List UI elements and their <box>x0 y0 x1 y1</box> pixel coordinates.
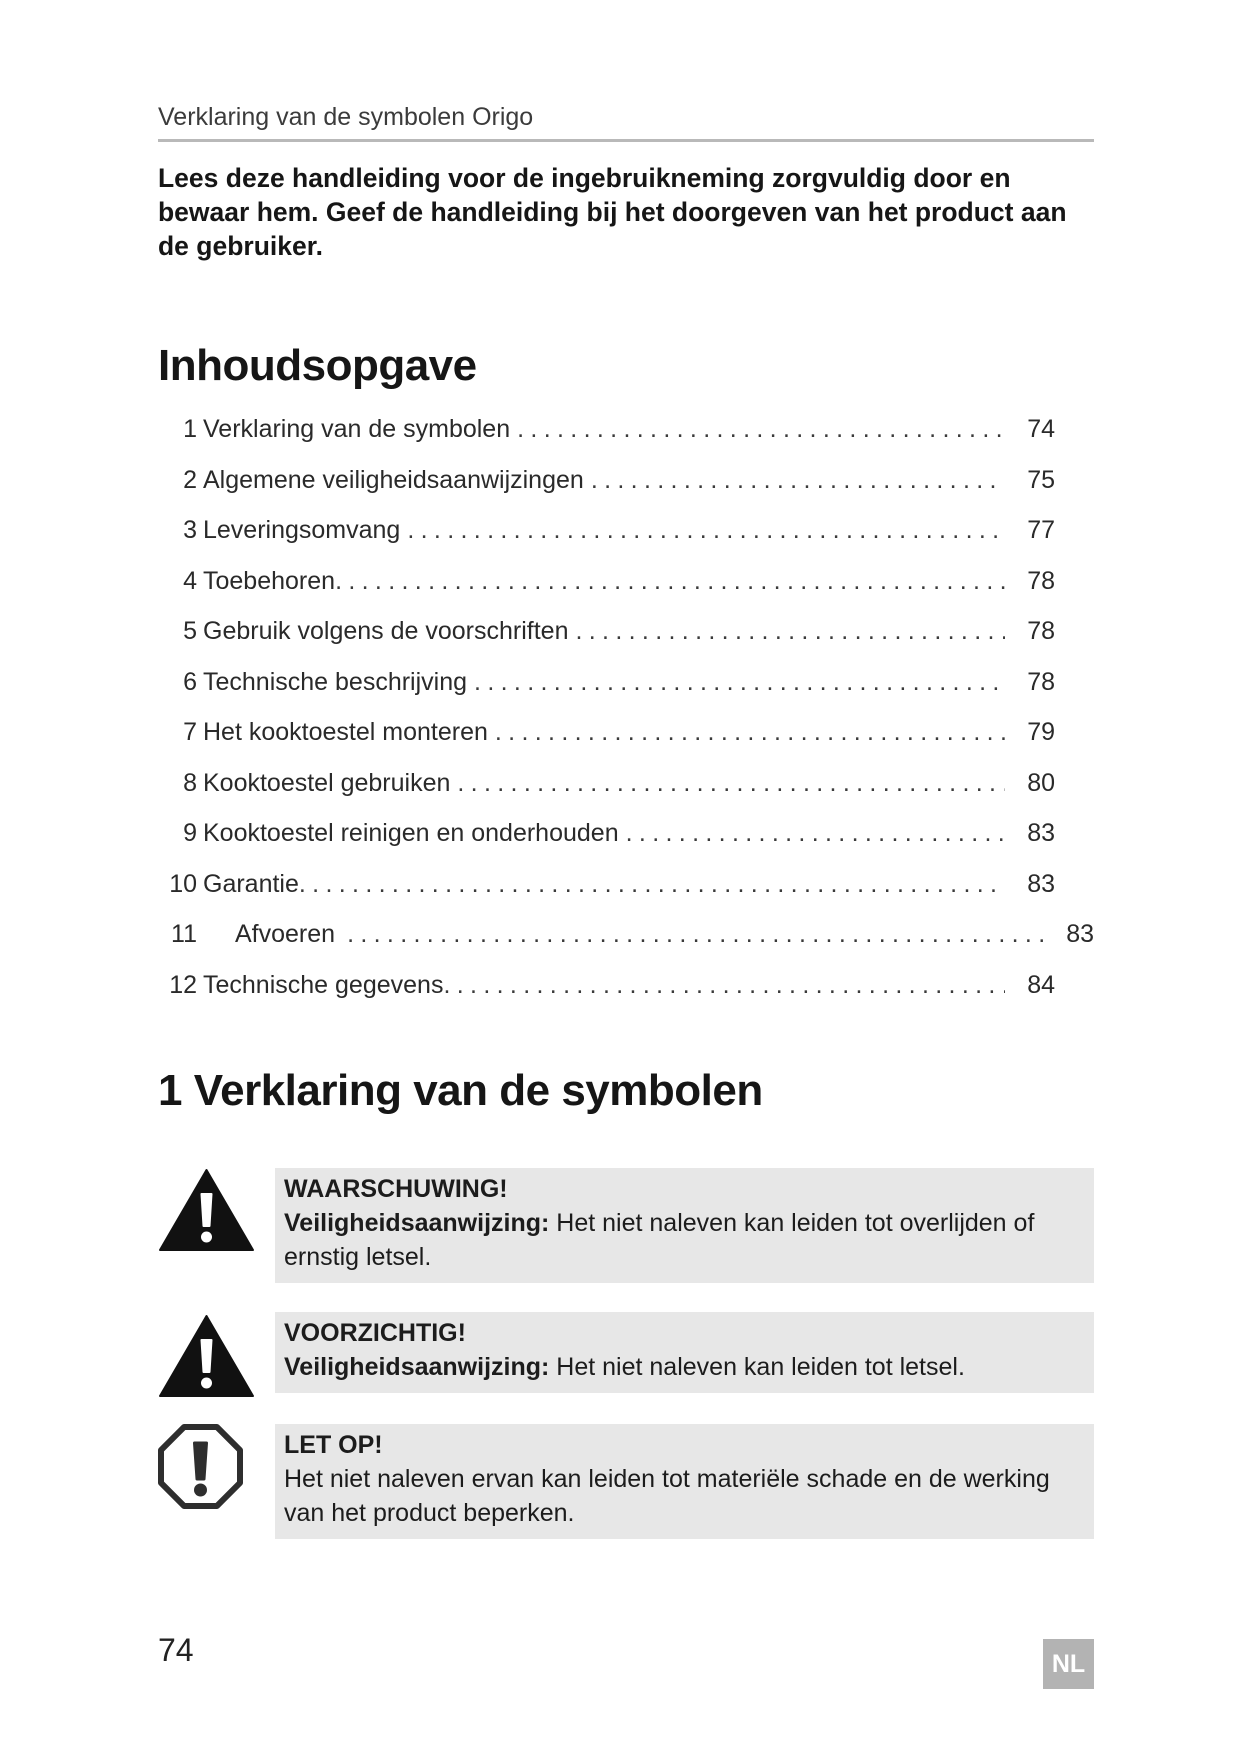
notice-octagon-icon <box>158 1424 243 1509</box>
toc-entry-number: 5 <box>183 617 197 645</box>
notice-text <box>284 1350 1074 1384</box>
toc-entry-title: Het kooktoestel monteren <box>203 718 488 746</box>
toc-dot-leader <box>443 960 1005 1011</box>
toc-entry-number: 2 <box>183 465 197 494</box>
warning-triangle-icon <box>158 1314 255 1398</box>
toc-entry-page: 79 <box>1027 718 1055 746</box>
intro-line: Lees deze handleiding voor de ingebruikneming zorgvuldig door en <box>158 163 1011 193</box>
warning-triangle-icon <box>158 1168 255 1252</box>
toc-entry-number: 7 <box>183 718 197 746</box>
toc-dot-leader <box>517 404 1005 455</box>
toc-heading: Inhoudsopgave <box>158 341 477 390</box>
toc-entry <box>150 455 1055 506</box>
toc-dot-leader <box>407 505 1005 556</box>
toc-dot-leader <box>591 455 1005 506</box>
toc-entry-page: 78 <box>1027 667 1055 696</box>
toc-entry <box>150 808 1055 859</box>
toc-entry <box>150 404 1055 455</box>
toc-dot-leader <box>575 606 1005 657</box>
toc-entry-number: 1 <box>183 415 197 443</box>
header-rule <box>158 139 1094 142</box>
notice-text <box>284 1462 1074 1530</box>
intro-line: de gebruiker. <box>158 231 323 261</box>
toc-entry-page: 74 <box>1027 415 1055 443</box>
toc-entry <box>150 758 1055 809</box>
notice-text <box>284 1206 1074 1274</box>
toc-entry-page: 78 <box>1027 566 1055 595</box>
notice-label: WAARSCHUWING! <box>284 1175 508 1203</box>
toc-entry <box>150 505 1055 556</box>
toc-entry-title: Toebehoren <box>203 566 336 595</box>
notice-octagon-icon <box>158 1424 243 1509</box>
intro-line: bewaar hem. Geef de handleiding bij het doorgeven van het product aan <box>158 197 1067 227</box>
notice-body: Het niet naleven kan leiden tot overlijden of ernstig letsel. <box>284 1209 1035 1271</box>
toc-entry-number: 12 <box>169 970 197 999</box>
toc-entry <box>150 556 1055 607</box>
warning-triangle-icon <box>158 1168 255 1252</box>
toc-dot-leader <box>474 657 1005 708</box>
notice-label: VOORZICHTIG! <box>284 1319 466 1347</box>
toc-entry-title: Kooktoestel reinigen en onderhouden <box>203 819 619 847</box>
notice-body: Het niet naleven kan leiden tot letsel. <box>556 1353 965 1381</box>
toc-entry-number: 8 <box>183 768 197 797</box>
notice-box <box>275 1312 1094 1393</box>
toc-entry-page: 80 <box>1027 768 1055 797</box>
toc-entry-page: 78 <box>1027 617 1055 645</box>
running-header-title: Verklaring van de symbolen Origo <box>158 103 534 131</box>
toc-entry-page: 84 <box>1027 970 1055 999</box>
toc-entry-number: 3 <box>183 516 197 544</box>
toc-entry-number: 4 <box>183 566 197 595</box>
toc-dot-leader <box>495 707 1005 758</box>
toc-entry-title: Kooktoestel gebruiken <box>203 768 451 797</box>
toc-dot-leader <box>335 556 1005 607</box>
toc-entry-title: Garantie <box>203 869 299 898</box>
section-heading: 1 Verklaring van de symbolen <box>158 1066 763 1115</box>
toc-entry-page: 75 <box>1027 465 1055 494</box>
page-number: 74 <box>158 1632 194 1668</box>
toc-entry-title: Technische gegevens <box>203 970 444 999</box>
warning-triangle-icon <box>158 1314 255 1398</box>
toc-entry <box>150 657 1055 708</box>
toc-entry <box>150 606 1055 657</box>
toc-dot-leader <box>626 808 1005 859</box>
toc-entry <box>150 909 1094 960</box>
intro-paragraph <box>158 161 1094 263</box>
toc-entry <box>150 960 1055 1011</box>
toc-entry <box>150 859 1055 910</box>
toc-entry <box>150 707 1055 758</box>
toc-entry-page: 77 <box>1027 516 1055 544</box>
language-badge: NL <box>1043 1639 1094 1689</box>
table-of-contents <box>150 404 1094 1010</box>
toc-entry-title: Technische beschrijving <box>203 667 468 696</box>
notice-box <box>275 1424 1094 1539</box>
toc-entry-page: 83 <box>1027 869 1055 898</box>
toc-entry-page: 83 <box>1066 920 1094 948</box>
toc-entry-number: 6 <box>183 667 197 696</box>
toc-entry-number: 10 <box>169 869 197 898</box>
toc-entry-number: 9 <box>183 819 197 847</box>
notice-lead: Veiligheidsaanwijzing: <box>284 1353 550 1381</box>
notice-label: LET OP! <box>284 1431 383 1459</box>
toc-entry-title: Algemene veiligheidsaanwijzingen <box>203 465 584 494</box>
notice-lead: Veiligheidsaanwijzing: <box>284 1209 550 1237</box>
toc-entry-title: Verklaring van de symbolen <box>203 415 511 443</box>
toc-entry-title: Gebruik volgens de voorschriften <box>203 617 569 645</box>
toc-dot-leader <box>299 859 1005 910</box>
notice-box <box>275 1168 1094 1283</box>
toc-entry-page: 83 <box>1027 819 1055 847</box>
toc-entry-number: 11 <box>171 920 197 948</box>
toc-entry-title: Leveringsomvang <box>203 516 401 544</box>
toc-dot-leader <box>457 758 1005 809</box>
toc-entry-title: Afvoeren <box>235 920 336 948</box>
notice-body: Het niet naleven ervan kan leiden tot materiële schade en de werking van het product beperken. <box>284 1465 1050 1527</box>
toc-dot-leader <box>347 909 1044 960</box>
